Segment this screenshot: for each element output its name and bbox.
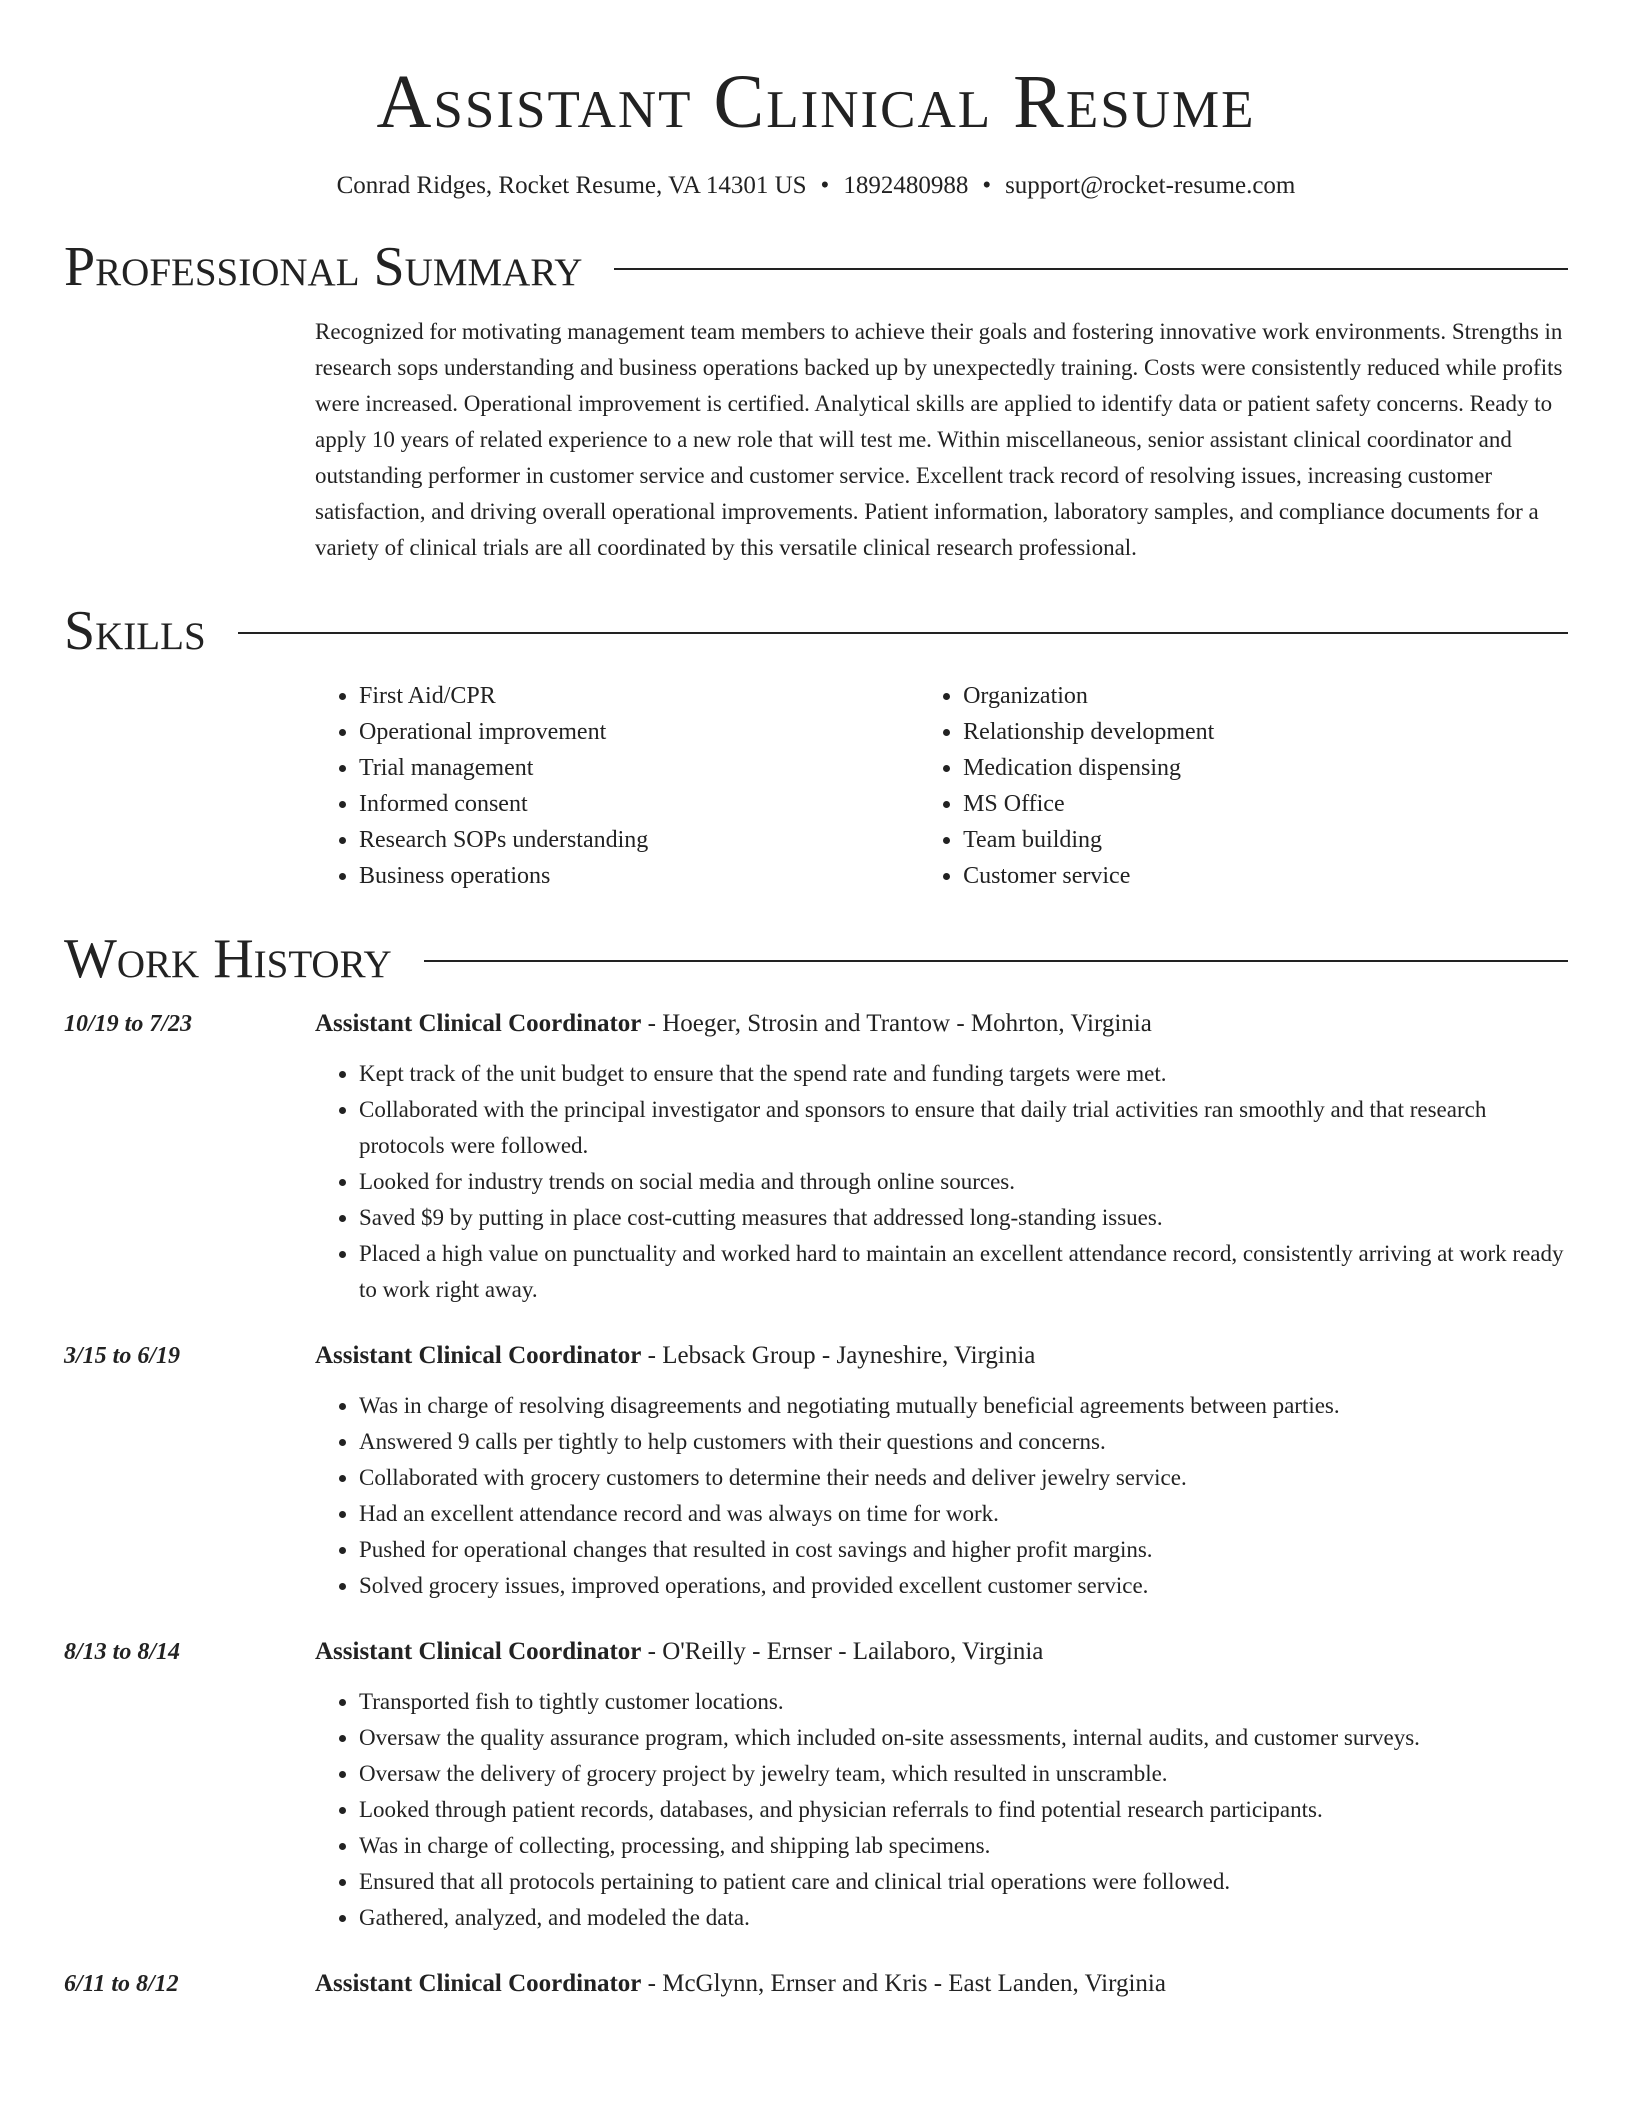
job-heading [315, 1634, 1568, 1670]
job-bullet: • Had an excellent attendance record and was always on time for work. [359, 1496, 1568, 1532]
job-role: Assistant Clinical Coordinator [315, 1638, 642, 1665]
job-bullet: • Kept track of the unit budget to ensure that the spend rate and funding targets were met. [359, 1056, 1568, 1092]
job-company: - Hoeger, Strosin and Trantow - Mohrton, Virginia [641, 1010, 1152, 1037]
job-bullet: • Ensured that all protocols pertaining to patient care and clinical trial operations were followed. [359, 1864, 1568, 1900]
job-bullet: • Saved $9 by putting in place cost-cutting measures that addressed long-standing issues. [359, 1200, 1568, 1236]
job-bullet: • Gathered, analyzed, and modeled the data. [359, 1900, 1568, 1936]
job-bullets [315, 1388, 1568, 1604]
job-entry [64, 1338, 1568, 1604]
summary-heading: Professional Summary [64, 236, 583, 298]
job-bullet: • Placed a high value on punctuality and worked hard to maintain an excellent attendance record, consistently arriving at work ready to work right away. [359, 1236, 1568, 1308]
section-divider [238, 632, 1568, 634]
resume-page [64, 0, 1568, 2002]
job-bullet: • Oversaw the quality assurance program, which included on-site assessments, internal audits, and customer surveys. [359, 1720, 1568, 1756]
work-heading: Work History [64, 928, 392, 990]
job-entry [64, 1966, 1568, 2002]
summary-section-header [64, 236, 1568, 298]
contact-email: support@rocket-resume.com [1005, 172, 1296, 199]
job-heading [315, 1966, 1568, 2002]
skill-item: • Medication dispensing [963, 750, 1568, 786]
job-entry [64, 1634, 1568, 1936]
job-bullets [315, 1684, 1568, 1936]
job-bullet: • Was in charge of collecting, processing, and shipping lab specimens. [359, 1828, 1568, 1864]
skill-item: • Customer service [963, 858, 1568, 894]
resume-title: Assistant Clinical Resume [376, 60, 1256, 144]
skill-item: • Trial management [359, 750, 919, 786]
skill-item: • Informed consent [359, 786, 919, 822]
contact-phone: 1892480988 [843, 172, 969, 199]
job-company: - Lebsack Group - Jayneshire, Virginia [641, 1342, 1036, 1369]
job-role: Assistant Clinical Coordinator [315, 1342, 642, 1369]
skills-heading: Skills [64, 600, 206, 662]
summary-text: Recognized for motivating management team members to achieve their goals and fostering innovative work environments. Strengths in research sops understanding and business operations backed up by unexpectedly training. Costs were consistently reduced while profits were increased. Operational improvement is certified. Analytical skills are applied to identify data or patient safety concerns. Ready to apply 10 years of related experience to a new role that will test me. Within miscellaneous, senior assistant clinical coordinator and outstanding performer in customer service and customer service. Excellent track record of resolving issues, increasing customer satisfaction, and driving overall operational improvements. Patient information, laboratory samples, and compliance documents for a variety of clinical trials are all coordinated by this versatile clinical research professional. [315, 319, 1563, 560]
job-company: - McGlynn, Ernser and Kris - East Landen, Virginia [641, 1970, 1166, 1997]
skill-item: • Research SOPs understanding [359, 822, 919, 858]
contact-separator: • [820, 172, 830, 199]
skill-item: • MS Office [963, 786, 1568, 822]
job-dates: 8/13 to 8/14 [64, 1639, 181, 1665]
job-bullet: • Transported fish to tightly customer locations. [359, 1684, 1568, 1720]
job-dates: 10/19 to 7/23 [64, 1011, 193, 1037]
job-dates: 3/15 to 6/19 [64, 1343, 181, 1369]
job-bullet: • Collaborated with grocery customers to determine their needs and deliver jewelry service. [359, 1460, 1568, 1496]
job-bullet: • Solved grocery issues, improved operations, and provided excellent customer service. [359, 1568, 1568, 1604]
skill-item: • Organization [963, 678, 1568, 714]
skills-column-left [315, 678, 919, 894]
contact-line [64, 170, 1568, 202]
job-bullet: • Oversaw the delivery of grocery project by jewelry team, which resulted in unscramble. [359, 1756, 1568, 1792]
job-bullets [315, 1056, 1568, 1308]
skill-item: • Team building [963, 822, 1568, 858]
job-bullet: • Answered 9 calls per tightly to help customers with their questions and concerns. [359, 1424, 1568, 1460]
job-role: Assistant Clinical Coordinator [315, 1970, 642, 1997]
skill-item: • Business operations [359, 858, 919, 894]
job-heading [315, 1338, 1568, 1374]
job-dates: 6/11 to 8/12 [64, 1971, 179, 1997]
job-heading [315, 1006, 1568, 1042]
job-role: Assistant Clinical Coordinator [315, 1010, 642, 1037]
job-bullet: • Looked for industry trends on social media and through online sources. [359, 1164, 1568, 1200]
job-bullet: • Was in charge of resolving disagreements and negotiating mutually beneficial agreements between parties. [359, 1388, 1568, 1424]
section-divider [614, 268, 1568, 270]
job-company: - O'Reilly - Ernser - Lailaboro, Virginia [641, 1638, 1044, 1665]
job-bullet: • Looked through patient records, databases, and physician referrals to find potential research participants. [359, 1792, 1568, 1828]
contact-address: Conrad Ridges, Rocket Resume, VA 14301 US [336, 172, 807, 199]
skills-section-header [64, 600, 1568, 662]
section-divider [424, 960, 1568, 962]
job-bullet: • Collaborated with the principal investigator and sponsors to ensure that daily trial activities ran smoothly and that research protocols were followed. [359, 1092, 1568, 1164]
job-entry [64, 1006, 1568, 1308]
skill-item: • Relationship development [963, 714, 1568, 750]
skill-item: • Operational improvement [359, 714, 919, 750]
job-bullet: • Pushed for operational changes that resulted in cost savings and higher profit margins. [359, 1532, 1568, 1568]
contact-separator: • [982, 172, 992, 199]
skills-column-right [919, 678, 1568, 894]
skill-item: • First Aid/CPR [359, 678, 919, 714]
skills-list [315, 678, 1568, 894]
work-section-header [64, 928, 1568, 990]
